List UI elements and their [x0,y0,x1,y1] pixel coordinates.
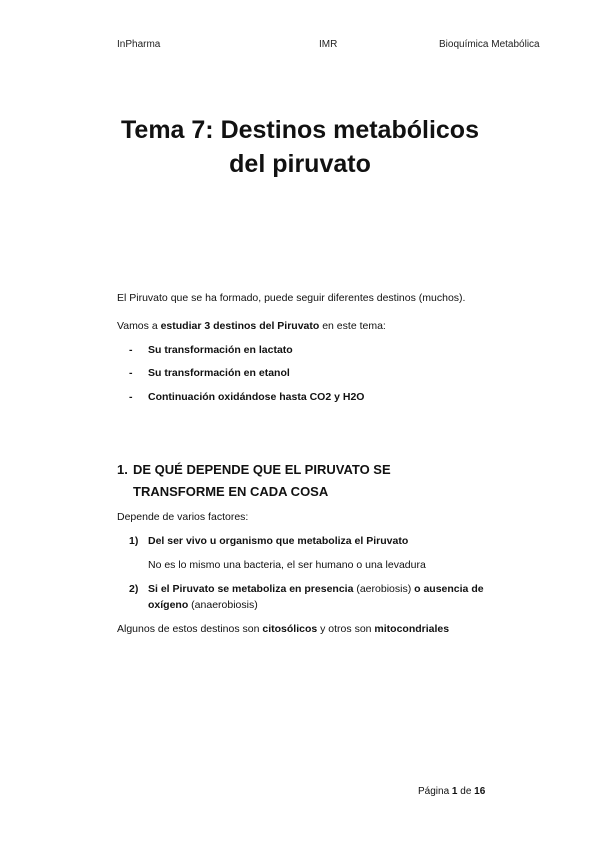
header-center: IMR [319,39,338,50]
intro-p2-bold: estudiar 3 destinos del Piruvato [160,320,320,332]
factor-2-line1 [148,583,484,595]
intro-paragraph-2 [117,320,386,332]
page-number-sep: de [457,786,475,797]
section-1-heading-line2: TRANSFORME EN CADA COSA [133,484,329,499]
factor-1-note: No es lo mismo una bacteria, el ser humano o una levadura [148,559,426,571]
factor-2-bold-c: oxígeno [148,599,189,611]
bullet-item-etanol: Su transformación en etanol [148,367,290,379]
factor-2-bold-b: o ausencia de [414,583,484,595]
closing-bold-mitocondriales: mitocondriales [374,623,450,635]
page-number-current: 1 [451,786,458,797]
bullet-marker: - [129,367,133,379]
bullet-item-lactato: Su transformación en lactato [148,344,293,356]
factor-1-text: Del ser vivo u organismo que metaboliza el Piruvato [148,535,409,547]
page-number-total: 16 [474,786,486,797]
bullet-item-oxidacion: Continuación oxidándose hasta CO2 y H2O [148,391,365,403]
factor-2-line2 [148,599,258,611]
section-1-heading-line1: DE QUÉ DEPENDE QUE EL PIRUVATO SE [133,462,391,477]
page-number-label: Página [418,786,452,797]
factor-2-normal-b: (anaerobiosis) [188,599,258,611]
page-title-line2: del piruvato [229,150,371,178]
header-left: InPharma [117,39,161,50]
closing-mid: y otros son [317,623,375,635]
bullet-marker: - [129,344,133,356]
factor-2-normal-a: (aerobiosis) [353,583,415,595]
page-title-line1: Tema 7: Destinos metabólicos [121,116,479,144]
closing-pre: Algunos de estos destinos son [117,623,263,635]
intro-p2-pre: Vamos a [117,320,161,332]
header-right: Bioquímica Metabólica [439,39,540,50]
factor-2-bold-a: Si el Piruvato se metaboliza en presencia [148,583,354,595]
intro-paragraph-1: El Piruvato que se ha formado, puede seguir diferentes destinos (muchos). [117,292,466,304]
closing-paragraph [117,623,449,635]
page-number [418,786,485,797]
factors-intro: Depende de varios factores: [117,511,249,523]
intro-p2-post: en este tema: [319,320,386,332]
closing-bold-citosolicos: citosólicos [262,623,318,635]
factor-2-marker: 2) [129,583,139,595]
section-1-number: 1. [117,462,128,477]
bullet-marker: - [129,391,133,403]
factor-1-marker: 1) [129,535,139,547]
